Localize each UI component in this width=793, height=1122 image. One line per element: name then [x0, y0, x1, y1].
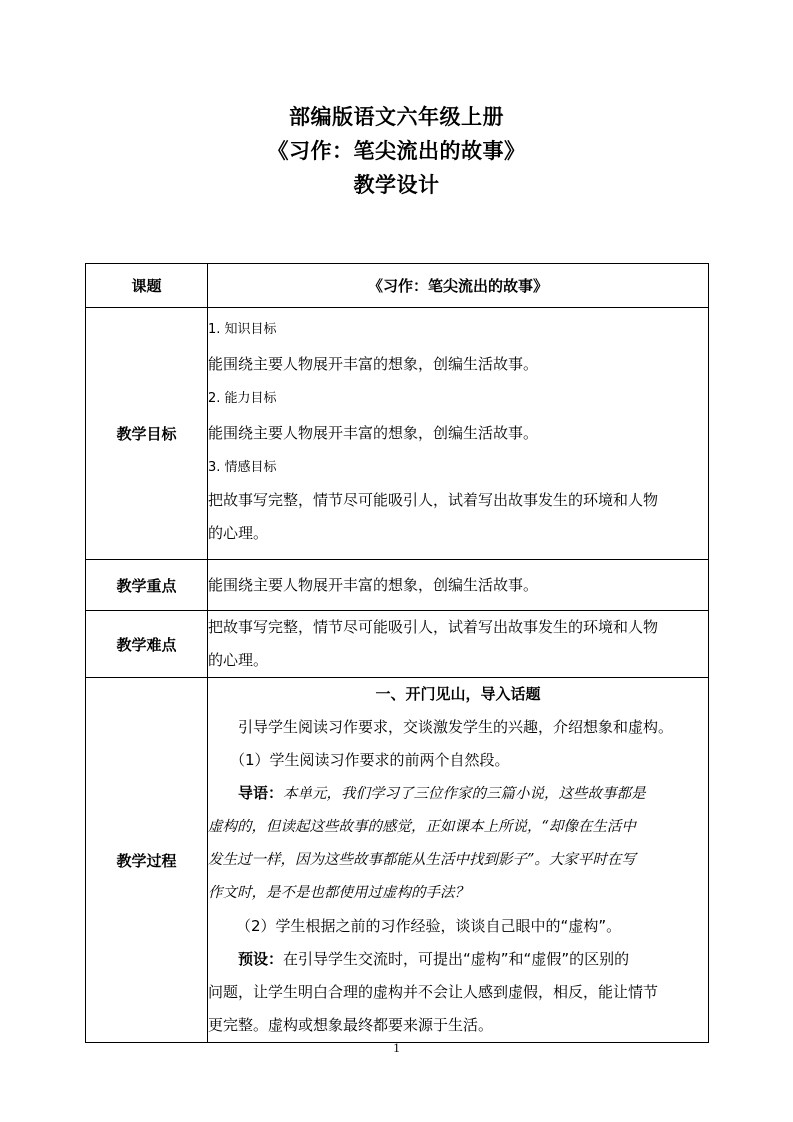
goals-label: 教学目标 [86, 308, 208, 560]
difficulty-text-line1: 把故事写完整，情节尽可能吸引人，试着写出故事发生的环境和人物 [208, 618, 659, 636]
preset-text-1: 在引导学生交流时，可提出“虚构”和“虚假”的区别的 [283, 950, 630, 968]
goal-heading-knowledge: 1. 知识目标 [208, 321, 277, 337]
process-preset-line2: 问题，让学生明白合理的虚构并不会让人感到虚假，相反，能让情节 [208, 983, 659, 1001]
goal-text-emotion-line1: 把故事写完整，情节尽可能吸引人，试着写出故事发生的环境和人物 [208, 490, 659, 509]
table-row-topic [86, 264, 709, 308]
guide-text-1: 本单元，我们学习了三位作家的三篇小说，这些故事都是 [283, 786, 646, 802]
difficulty-label: 教学难点 [86, 611, 208, 678]
focus-content [208, 560, 709, 611]
difficulty-content [208, 611, 709, 678]
process-intro: 引导学生阅读习作要求，交谈激发学生的兴趣，介绍想象和虚构。 [238, 718, 674, 736]
process-guide-line2: 虚构的，但读起这些故事的感觉，正如课本上所说，“却像在生活中 [208, 819, 636, 835]
document-title [0, 100, 793, 202]
lesson-plan-table [85, 263, 709, 1043]
process-preset-line1 [208, 943, 708, 976]
process-label: 教学过程 [86, 678, 208, 1043]
process-step-1: （1）学生阅读习作要求的前两个自然段。 [230, 751, 510, 769]
process-guide-line1 [208, 777, 708, 811]
page-number: 1 [393, 1040, 400, 1055]
guide-label: 导语： [238, 784, 284, 802]
goal-text-knowledge: 能围绕主要人物展开丰富的想象，创编生活故事。 [208, 354, 539, 373]
table-row-goals [86, 308, 709, 560]
focus-label: 教学重点 [86, 560, 208, 611]
title-line-grade: 部编版语文六年级上册 [289, 105, 504, 129]
process-guide-line4: 作文时，是不是也都使用过虚构的手法？ [208, 885, 469, 901]
process-guide-line3: 发生过一样，因为这些故事都能从生活中找到影子”。大家平时在写 [208, 852, 636, 868]
goal-text-ability: 能围绕主要人物展开丰富的想象，创编生活故事。 [208, 423, 539, 442]
table-row-difficulty [86, 611, 709, 678]
table-row-process [86, 678, 709, 1043]
process-step-2: （2）学生根据之前的习作经验，谈谈自己眼中的“虚构”。 [236, 917, 622, 935]
topic-label: 课题 [86, 264, 208, 308]
table-row-focus [86, 560, 709, 611]
goal-text-emotion-line2: 的心理。 [208, 523, 269, 542]
goals-content [208, 308, 709, 560]
process-preset-line3: 更完整。虚构或想象最终都要来源于生活。 [208, 1016, 494, 1034]
topic-value: 《习作：笔尖流出的故事》 [208, 264, 709, 308]
process-content [208, 678, 709, 1043]
goal-heading-ability: 2. 能力目标 [208, 390, 277, 406]
difficulty-text-line2: 的心理。 [208, 651, 269, 669]
goal-heading-emotion: 3. 情感目标 [208, 459, 277, 475]
focus-text: 能围绕主要人物展开丰富的想象，创编生活故事。 [208, 575, 539, 594]
process-section-title: 一、开门见山，导入话题 [375, 685, 541, 703]
title-line-design: 教学设计 [353, 173, 440, 197]
preset-label: 预设： [238, 950, 284, 968]
title-line-lesson: 《习作：笔尖流出的故事》 [267, 139, 526, 163]
